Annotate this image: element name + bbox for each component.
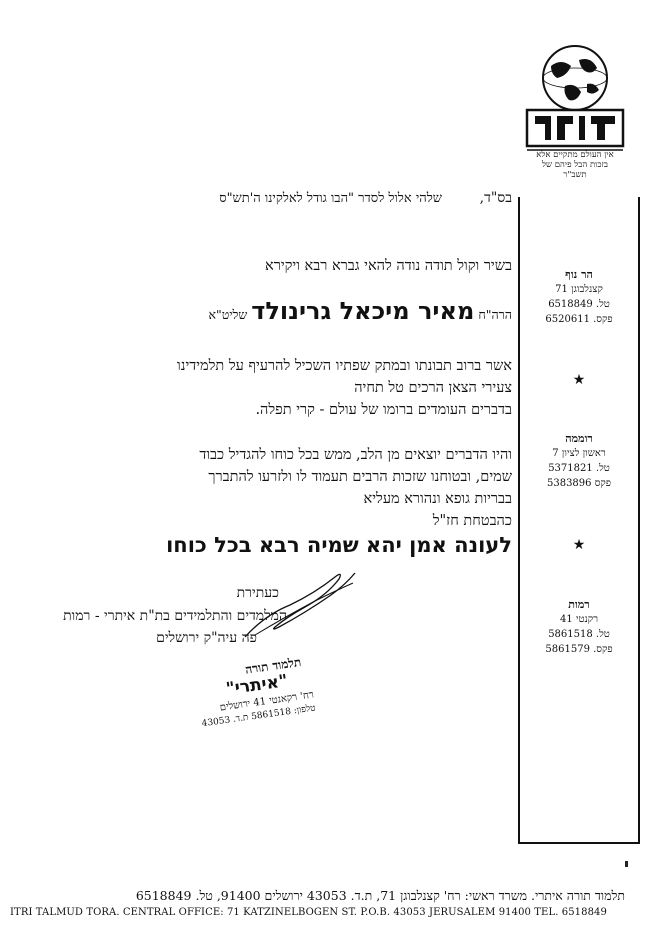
branch-name: רוממה xyxy=(565,432,593,445)
branch-phone: טל. 5861518 xyxy=(548,629,610,640)
honoree-prefix: הרה"ח xyxy=(478,307,512,322)
body-line: כהבטחת חז"ל xyxy=(432,513,512,529)
body-line: שמים, ובטוחנו שזכות הרבים תעמוד לו ולזרעו להתברך xyxy=(208,469,512,485)
body-line: בדברים העומדים ברומו של עולם - קרי תפלה. xyxy=(255,402,512,418)
branch-ramot xyxy=(520,597,638,657)
honoree-line xyxy=(208,297,512,325)
honoree-suffix: שליט"א xyxy=(208,307,248,322)
branch-phone: טל. 6518849 xyxy=(548,299,610,310)
letter-intro: בשיר וקול תודה נודה להאי גברא רבא ויקירא xyxy=(265,258,512,274)
stamp-line: תלמוד תורה xyxy=(244,654,302,677)
branch-address: קצנלבוגן 71 xyxy=(555,284,603,295)
header-date: שלהי אלול לסדר "הבו גודל לאלקינו ה'תש"ס xyxy=(219,191,442,206)
branch-address: ראשון לציון 7 xyxy=(552,448,606,459)
branch-romema xyxy=(520,431,638,491)
star-icon: ★ xyxy=(572,372,586,388)
header-bsd: בס"ד, xyxy=(479,190,512,206)
logo-motto-line: תשב"ר xyxy=(563,170,587,180)
closing-blessing: לעונה אמן יהא שמיה רבא בכל כוחו xyxy=(166,533,512,557)
globe-logo-icon xyxy=(521,36,629,166)
branch-address: רקנטי 41 xyxy=(559,614,599,625)
honoree-name: מאיר מיכאל גרינולד xyxy=(251,297,475,325)
branch-phone: טל. 5371821 xyxy=(548,463,610,474)
branch-fax: פקס. 6520611 xyxy=(545,314,613,325)
logo-motto-line: בזכות הבל פיהם של xyxy=(542,160,608,170)
signature-line: המלמדים והתלמידים בת"ת איתרי - רמות xyxy=(63,608,287,624)
scan-mark xyxy=(625,861,628,867)
logo-motto-line: אין העולם מתקיים אלא xyxy=(536,150,614,160)
stamp-line: רח' רקאנטי 41 ירושלים xyxy=(219,689,315,714)
branches-sidebar xyxy=(518,197,640,844)
branch-name: הר נוף xyxy=(565,268,593,281)
branch-fax: פקס 5383896 xyxy=(546,478,611,489)
handwritten-signature xyxy=(235,565,365,645)
body-line: אשר ברוב תבונתו ובמתק שפתיו השכיל להרעיף על תלמידינו xyxy=(177,358,512,374)
stamp-line: "איתרי" xyxy=(224,671,289,700)
body-line: צעירי הצאן הרכים טל תחיה xyxy=(354,380,512,396)
branch-name: רמות xyxy=(568,598,590,611)
stamp-line: טלפון: 5861518 ת.ד. 43053 xyxy=(201,703,317,730)
branch-har-nof xyxy=(520,267,638,327)
body-line: והיו הדברים יוצאים מן הלב, ממש בכל כוחו להגדיל כבוד xyxy=(199,447,512,463)
body-line: בבריות גופא ונהורא מעליא xyxy=(363,491,512,507)
footer-english: ITRI TALMUD TORA. CENTRAL OFFICE: 71 KATZINELBOGEN ST. P.O.B. 43053 JERUSALEM 91400 TEL. 6518849 xyxy=(10,907,607,918)
branch-fax: פקס. 5861579 xyxy=(545,644,613,655)
institution-stamp xyxy=(159,650,317,740)
star-icon: ★ xyxy=(572,537,586,553)
signature-line: פה עיה"ק ירושלים xyxy=(156,630,257,646)
logo-motto xyxy=(515,150,635,180)
signature-line: כעתירת xyxy=(236,585,279,601)
footer-hebrew: תלמוד תורה איתרי. משרד ראשי: רח' קצנלבוגן 71, ת.ד. 43053 ירושלים 91400, טל. 6518849 xyxy=(135,888,625,903)
